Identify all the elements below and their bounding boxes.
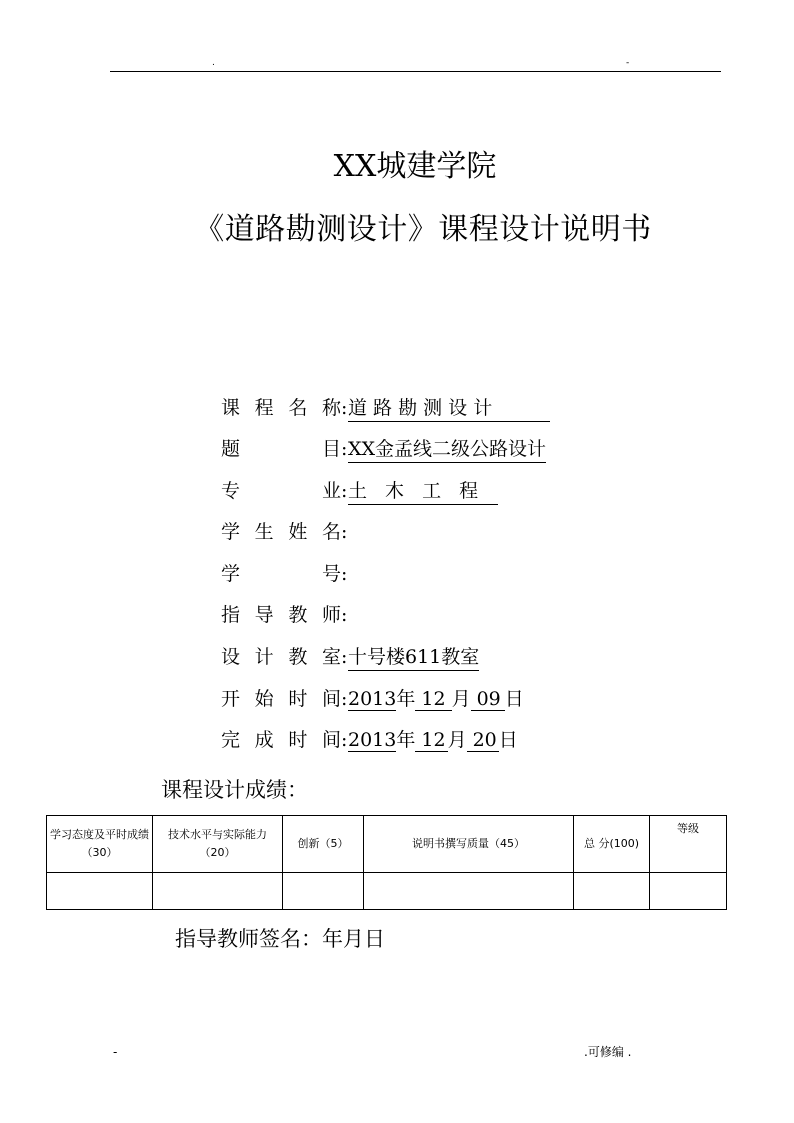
grade-label: 课程设计成绩： — [161, 778, 308, 802]
info-label: 学 生 姓 名 — [221, 521, 341, 543]
table-header-row — [47, 816, 727, 873]
info-label: 课 程 名 称 — [221, 397, 341, 419]
table-cell — [153, 873, 283, 910]
info-colon: : — [341, 688, 348, 710]
info-label: 专 业 — [221, 480, 341, 502]
info-colon: : — [341, 646, 348, 668]
table-cell — [650, 873, 727, 910]
topic-value: XX金孟线二级公路设计 — [348, 436, 546, 463]
col-header-level: 等级 — [650, 816, 727, 873]
col-header-innovation: 创新（5） — [283, 816, 364, 873]
day-unit: 日 — [498, 729, 518, 751]
footer-mark-left: - — [113, 1045, 118, 1059]
footer-mark-right: .可修编 . — [584, 1045, 632, 1059]
day-unit: 日 — [504, 688, 524, 710]
year-unit: 年 — [396, 729, 416, 751]
table-cell — [47, 873, 153, 910]
table-cell — [364, 873, 574, 910]
info-colon: : — [341, 438, 348, 460]
info-label: 学 号 — [221, 563, 341, 585]
end-year: 2013 — [348, 729, 397, 751]
table-cell — [283, 873, 364, 910]
info-colon: : — [341, 521, 348, 543]
info-label: 设 计 教 室 — [221, 646, 341, 668]
info-colon: : — [341, 397, 348, 419]
info-colon: : — [341, 480, 348, 502]
school-title: XX城建学院 — [333, 149, 497, 184]
month-unit: 月 — [447, 729, 467, 751]
month-unit: 月 — [451, 688, 471, 710]
info-label: 题 目 — [221, 438, 341, 460]
grade-table — [46, 815, 727, 910]
info-colon: : — [341, 729, 348, 751]
info-label: 指 导 教 师 — [221, 604, 341, 626]
start-year: 2013 — [348, 688, 397, 710]
info-colon: : — [341, 604, 348, 626]
table-row — [47, 873, 727, 910]
end-day: 20 — [467, 729, 499, 752]
start-date-value — [348, 686, 524, 712]
course-name-value: 道 路 勘 测 设 计 — [348, 395, 550, 422]
info-label: 完 成 时 间 — [221, 729, 341, 751]
start-day: 09 — [471, 688, 505, 711]
col-header-writing: 说明书撰写质量（45） — [364, 816, 574, 873]
header-mark-right: - — [626, 58, 630, 68]
header-rule — [110, 71, 721, 72]
header-mark-left: . — [212, 58, 215, 68]
col-header-total: 总 分(100) — [574, 816, 650, 873]
end-month: 12 — [415, 729, 447, 752]
col-header-technical: 技术水平与实际能力（20） — [153, 816, 283, 873]
info-label: 开 始 时 间 — [221, 688, 341, 710]
year-unit: 年 — [396, 688, 416, 710]
classroom-value: 十号楼611教室 — [348, 644, 479, 671]
start-month: 12 — [415, 688, 451, 711]
document-title: 《道路勘测设计》课程设计说明书 — [194, 212, 652, 247]
major-value: 土 木 工 程 — [348, 478, 498, 505]
advisor-signature-line: 指导教师签名：年月日 — [175, 927, 385, 951]
end-date-value — [348, 727, 518, 753]
col-header-attitude: 学习态度及平时成绩（30） — [47, 816, 153, 873]
info-colon: : — [341, 563, 348, 585]
table-cell — [574, 873, 650, 910]
